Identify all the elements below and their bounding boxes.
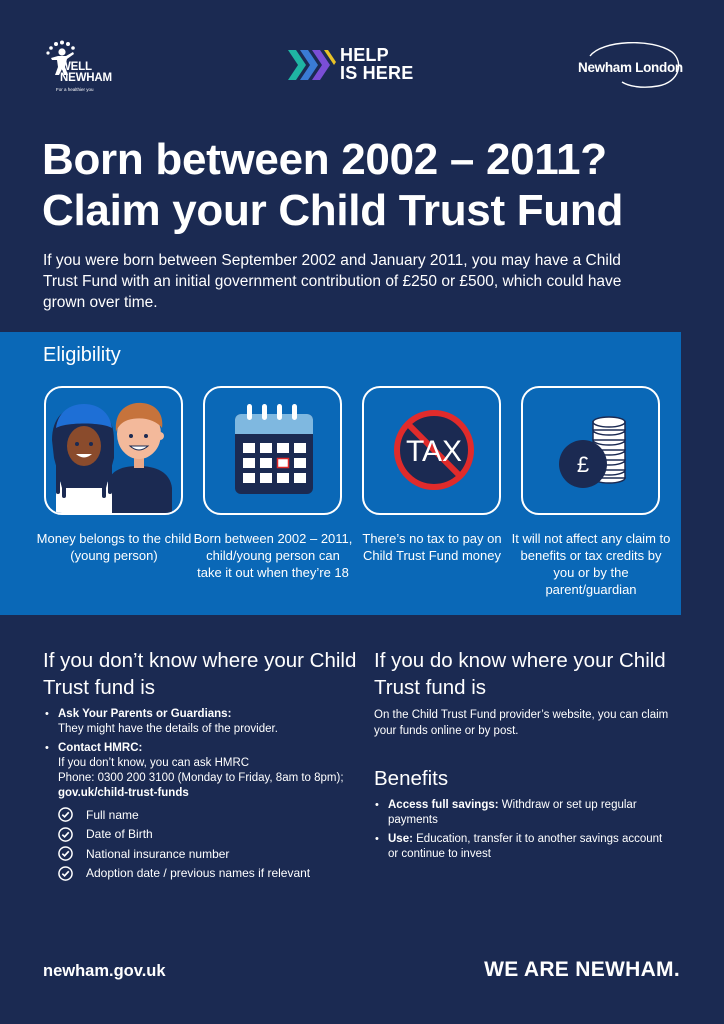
help-is-here-logo bbox=[286, 46, 426, 86]
list-item-title: Ask Your Parents or Guardians: bbox=[58, 708, 232, 720]
coins-icon bbox=[523, 388, 658, 513]
do-know-heading: If you do know where your Child Trust fund is bbox=[374, 649, 666, 699]
check-circle-icon bbox=[58, 807, 73, 822]
eligibility-card-no-tax bbox=[362, 386, 501, 515]
footer-website-link[interactable]: newham.gov.uk bbox=[43, 962, 166, 980]
check-circle-icon bbox=[58, 866, 73, 881]
list-item-title: Access full savings: bbox=[388, 799, 499, 811]
eligibility-caption-1: Money belongs to the child (young person) bbox=[36, 531, 192, 563]
eligibility-card-calendar bbox=[203, 386, 342, 515]
pound-label: £ bbox=[576, 452, 590, 477]
well-newham-wordmark: WELL NEWHAM bbox=[60, 61, 112, 84]
dont-know-list bbox=[44, 707, 364, 805]
list-item-text: If you don’t know, you can ask HMRC bbox=[58, 757, 250, 769]
checklist bbox=[58, 805, 310, 883]
eligibility-heading: Eligibility bbox=[43, 344, 121, 366]
check-circle-icon bbox=[58, 846, 73, 861]
intro-paragraph: If you were born between September 2002 and January 2011, you may have a Child Trust Fund with an initial government contribution of £250 or £500, which could have grown over time. bbox=[43, 252, 622, 311]
title-line-1: Born between 2002 – 2011? bbox=[42, 135, 607, 184]
chevrons-icon bbox=[286, 48, 336, 82]
help-is-here-wordmark: HELP IS HERE bbox=[340, 45, 414, 83]
checklist-item bbox=[58, 864, 310, 884]
no-tax-icon bbox=[364, 388, 499, 513]
well-newham-tagline: For a healthier you bbox=[56, 87, 94, 92]
hmrc-link[interactable]: gov.uk/child-trust-funds bbox=[58, 787, 189, 799]
newham-london-wordmark: Newham London bbox=[578, 60, 683, 75]
checklist-label: Adoption date / previous names if relevant bbox=[86, 866, 311, 881]
checklist-item bbox=[58, 844, 310, 864]
list-item-text: Education, transfer it to another savings account or continue to invest bbox=[388, 833, 663, 860]
benefits-list bbox=[374, 798, 674, 866]
list-item-title: Use: bbox=[388, 833, 413, 845]
eligibility-card-young-people bbox=[44, 386, 183, 515]
checklist-label: Date of Birth bbox=[86, 827, 153, 842]
dont-know-heading: If you don’t know where your Child Trust fund is bbox=[43, 649, 357, 699]
calendar-icon bbox=[205, 388, 340, 513]
newham-london-logo bbox=[572, 42, 686, 90]
checklist-label: National insurance number bbox=[86, 846, 230, 861]
list-item bbox=[374, 798, 674, 828]
page-title bbox=[42, 134, 702, 236]
checklist-label: Full name bbox=[86, 807, 139, 822]
list-item bbox=[44, 741, 364, 801]
well-newham-logo bbox=[42, 40, 152, 96]
young-people-icon bbox=[46, 388, 181, 513]
list-item-text: They might have the details of the provider. bbox=[58, 723, 278, 735]
checklist-item bbox=[58, 825, 310, 845]
eligibility-card-coins bbox=[521, 386, 660, 515]
title-line-2: Claim your Child Trust Fund bbox=[42, 186, 624, 235]
do-know-text: On the Child Trust Fund provider’s website, you can claim your funds online or by post. bbox=[374, 709, 669, 737]
list-item bbox=[44, 707, 364, 737]
list-item-text: Withdraw or set up regular payments bbox=[388, 799, 637, 826]
footer-tagline: WE ARE NEWHAM. bbox=[484, 958, 680, 981]
checklist-item bbox=[58, 805, 310, 825]
list-item-title: Contact HMRC: bbox=[58, 742, 143, 754]
check-circle-icon bbox=[58, 827, 73, 842]
list-item-phone: Phone: 0300 200 3100 (Monday to Friday, 8am to 8pm); bbox=[58, 772, 344, 784]
list-item bbox=[374, 832, 674, 862]
tax-label: TAX bbox=[405, 435, 463, 468]
eligibility-caption-4: It will not affect any claim to benefits or tax credits by you or by the parent/guardian bbox=[511, 531, 671, 597]
eligibility-caption-3: There’s no tax to pay on Child Trust Fund money bbox=[362, 531, 502, 563]
eligibility-caption-2: Born between 2002 – 2011, child/young person can take it out when they’re 18 bbox=[193, 531, 353, 580]
benefits-heading: Benefits bbox=[374, 767, 449, 790]
